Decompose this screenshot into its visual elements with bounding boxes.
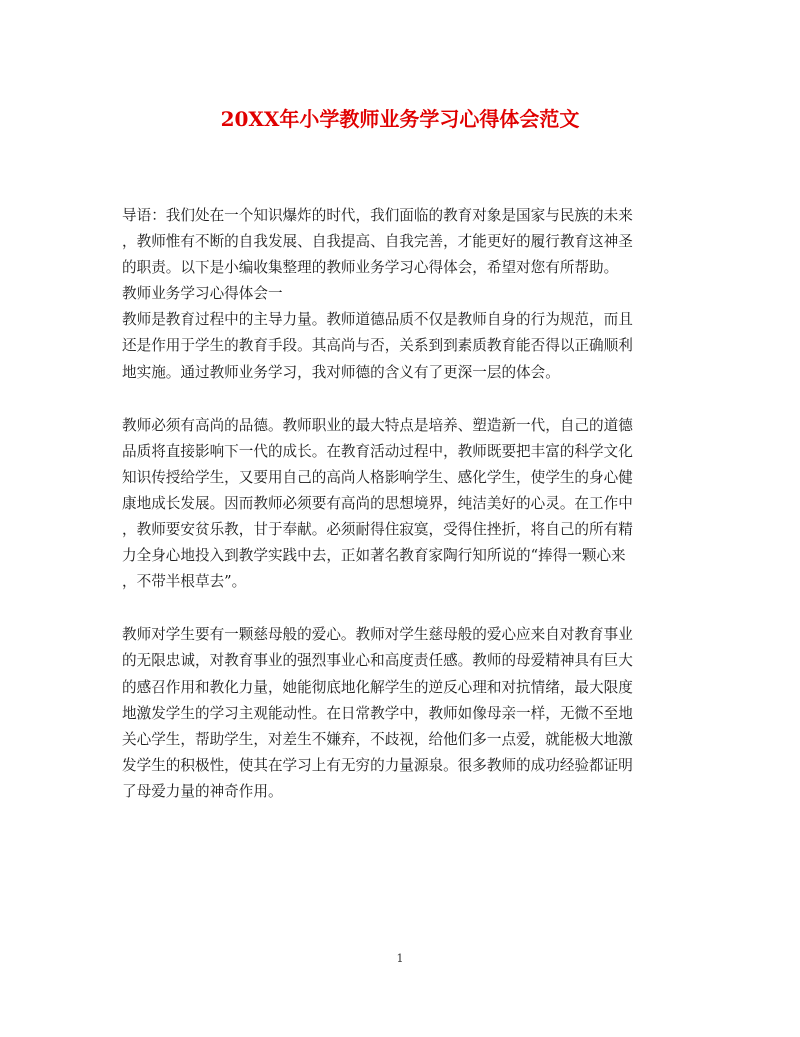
text-line: 地实施。通过教师业务学习，我对师德的含义有了更深一层的体会。 [122, 363, 560, 381]
text-line: 还是作用于学生的教育手段。其高尚与否，关系到到素质教育能否得以正确顺利 [122, 337, 633, 355]
text-line: 品质将直接影响下一代的成长。在教育活动过程中，教师既要把丰富的科学文化 [122, 442, 633, 460]
text-line: 的无限忠诚，对教育事业的强烈事业心和高度责任感。教师的母爱精神具有巨大 [122, 652, 633, 670]
text-line: ，教师惟有不断的自我发展、自我提高、自我完善，才能更好的履行教育这神圣 [122, 233, 633, 251]
text-line: ，不带半根草去”。 [122, 573, 247, 591]
paragraph-gap [122, 386, 682, 413]
text-line: 教师必须有高尚的品德。教师职业的最大特点是培养、塑造新一代，自己的道德 [122, 416, 633, 434]
section-heading [122, 281, 682, 307]
text-line: 教师是教育过程中的主导力量。教师道德品质不仅是教师自身的行为规范，而且 [122, 311, 633, 329]
text-line: 发学生的积极性，使其在学习上有无穷的力量源泉。很多教师的成功经验都证明 [122, 756, 633, 774]
text-line: 的感召作用和教化力量，她能彻底地化解学生的逆反心理和对抗情绪，最大限度 [122, 678, 633, 696]
text-line: 导语：我们处在一个知识爆炸的时代，我们面临的教育对象是国家与民族的未来 [122, 207, 633, 224]
text-line: 教师业务学习心得体会一 [122, 285, 283, 303]
text-line: 地激发学生的学习主观能动性。在日常教学中，教师如像母亲一样，无微不至地 [122, 704, 633, 722]
text-line: 了母爱力量的神奇作用。 [122, 782, 283, 800]
text-line: 知识传授给学生，又要用自己的高尚人格影响学生、感化学生，使学生的身心健 [122, 468, 633, 486]
text-line: 的职责。以下是小编收集整理的教师业务学习心得体会，希望对您有所帮助。 [122, 259, 619, 277]
paragraph [122, 307, 682, 385]
text-line: 力全身心地投入到教学实践中去，正如著名教育家陶行知所说的“捧得一颗心来 [122, 547, 626, 565]
paragraph [122, 622, 682, 805]
paragraph [122, 413, 682, 596]
text-line: ，教师要安贫乐教，甘于奉献。必须耐得住寂寞，受得住挫折，将自己的所有精 [122, 521, 633, 539]
text-line: 教师对学生要有一颗慈母般的爱心。教师对学生慈母般的爱心应来自对教育事业 [122, 626, 633, 644]
document-body [122, 203, 682, 805]
text-line: 康地成长发展。因而教师必须要有高尚的思想境界，纯洁美好的心灵。在工作中 [122, 494, 633, 512]
paragraph-intro [122, 203, 682, 281]
text-line: 关心学生，帮助学生，对差生不嫌弃，不歧视，给他们多一点爱，就能极大地激 [122, 730, 633, 748]
page-number: 1 [396, 952, 404, 965]
document-title: 20XX年小学教师业务学习心得体会范文 [220, 107, 580, 131]
paragraph-gap [122, 595, 682, 622]
